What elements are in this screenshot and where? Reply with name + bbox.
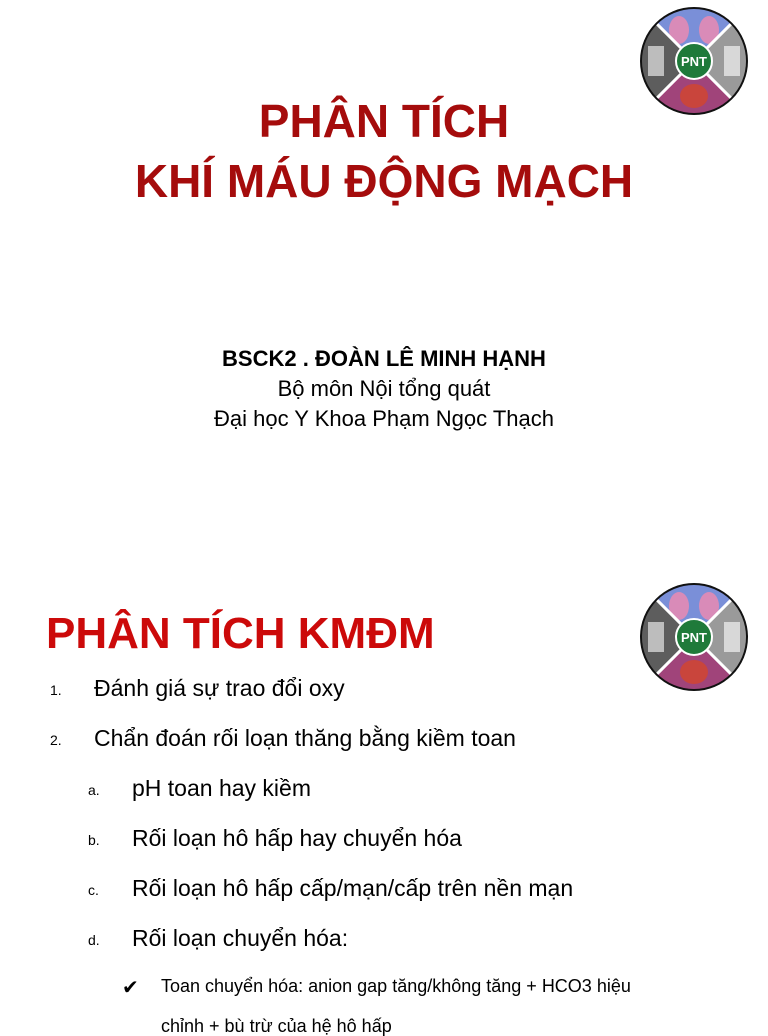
logo-text: PNT	[681, 630, 707, 645]
sublist-marker: d.	[88, 932, 100, 948]
sublist-marker: b.	[88, 832, 100, 848]
department: Bộ môn Nội tổng quát	[277, 376, 491, 401]
logo-text: PNT	[681, 54, 707, 69]
title-slide	[0, 0, 768, 512]
content-slide	[0, 512, 768, 1036]
slide-title-line-2: KHÍ MÁU ĐỘNG MẠCH	[134, 155, 634, 207]
sublist-item: Rối loạn hô hấp hay chuyển hóa	[132, 825, 462, 851]
list-marker: 2.	[50, 732, 62, 748]
sublist-item: Rối loạn hô hấp cấp/mạn/cấp trên nền mạn	[132, 875, 574, 901]
slide-title-line-1: PHÂN TÍCH	[258, 95, 510, 147]
check-item-line-1: Toan chuyển hóa: anion gap tăng/không tăng + HCO3 hiệu	[161, 976, 631, 996]
sublist-item: Rối loạn chuyển hóa:	[132, 925, 349, 951]
sublist-marker: a.	[88, 782, 100, 798]
author-name: BSCK2 . ĐOÀN LÊ MINH HẠNH	[222, 346, 546, 371]
list-item: Đánh giá sự trao đổi oxy	[94, 675, 345, 701]
sublist-item: pH toan hay kiềm	[132, 775, 311, 801]
checkmark-icon: ✔	[122, 977, 139, 999]
check-item-line-2: chỉnh + bù trừ của hệ hô hấp	[161, 1016, 392, 1036]
sublist-marker: c.	[88, 882, 99, 898]
list-item: Chẩn đoán rối loạn thăng bằng kiềm toan	[94, 725, 516, 751]
slide-title: PHÂN TÍCH KMĐM	[46, 609, 435, 658]
university: Đại học Y Khoa Phạm Ngọc Thạch	[214, 406, 554, 431]
pnt-logo	[639, 582, 749, 692]
author-block	[0, 344, 768, 434]
list-marker: 1.	[50, 682, 62, 698]
